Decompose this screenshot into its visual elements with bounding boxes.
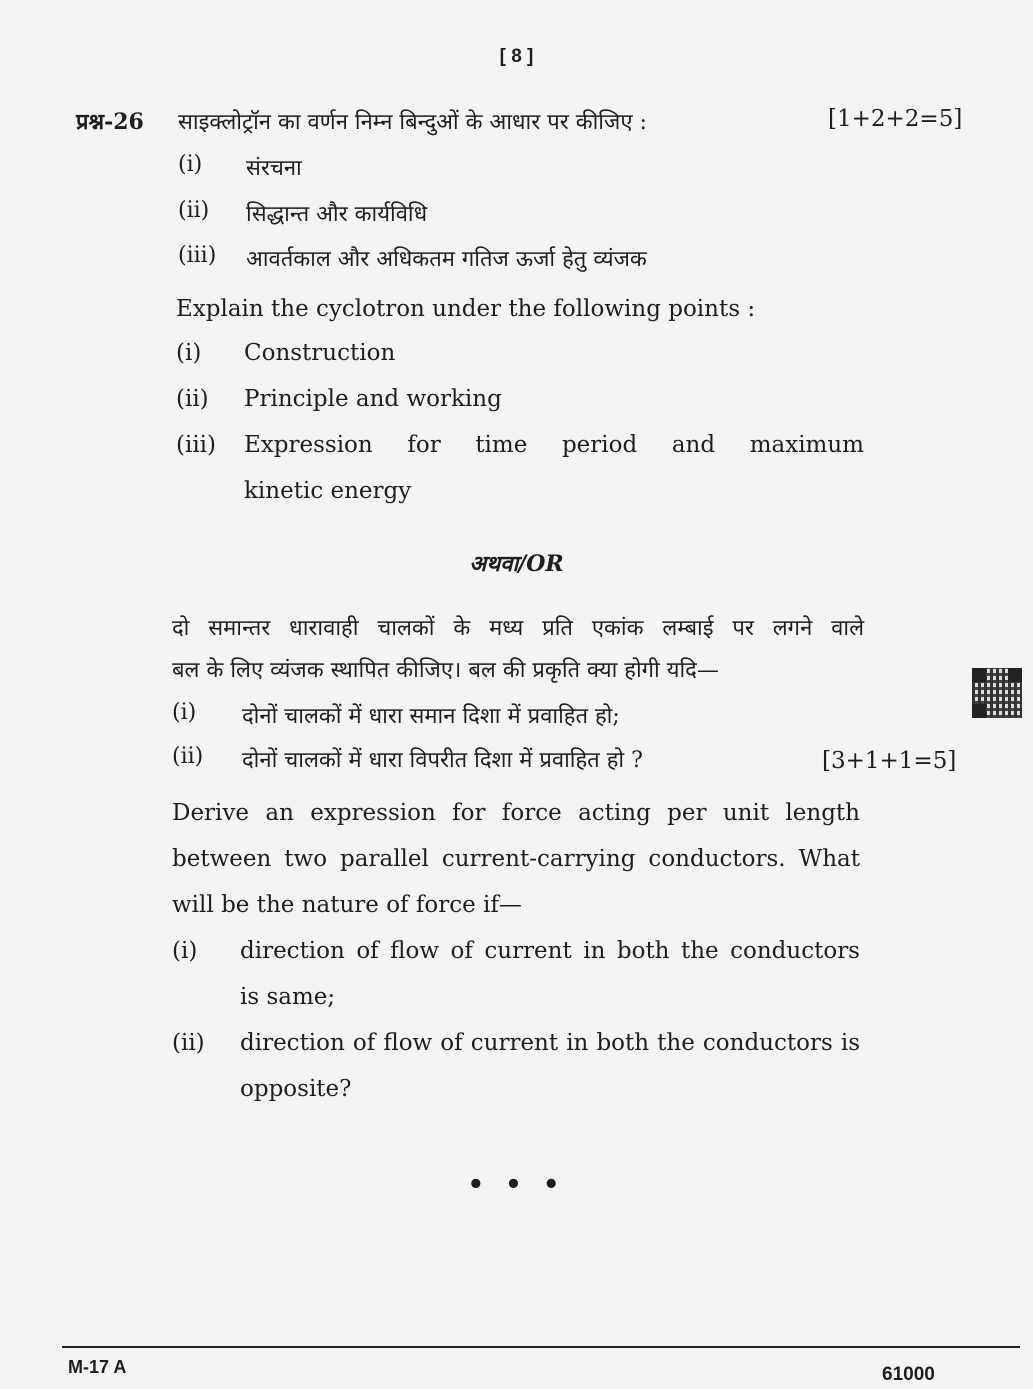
point-number: (ii) — [178, 198, 210, 223]
question-marks: [1+2+2=5] — [828, 106, 963, 132]
point-number: (ii) — [176, 386, 209, 412]
copies-count: 61000 — [882, 1364, 935, 1385]
paper-code: M-17 A — [68, 1357, 127, 1377]
alternate-hindi-line1: दो समान्तर धारावाही चालकों के मध्य प्रति एकांक लम्बाई पर लगने वाले — [172, 616, 864, 641]
point-text: आवर्तकाल और अधिकतम गतिज ऊर्जा हेतु व्यंजक — [246, 247, 647, 272]
point-number: (iii) — [176, 432, 217, 458]
point-text: दोनों चालकों में धारा विपरीत दिशा में प्रवाहित हो ? — [242, 748, 643, 773]
question-label: प्रश्न-26 — [76, 109, 144, 135]
point-number: (iii) — [178, 243, 217, 268]
alternate-marks: [3+1+1=5] — [822, 748, 957, 774]
point-text: सिद्धान्त और कार्यविधि — [246, 202, 428, 227]
end-marker: • • • — [467, 1170, 566, 1200]
alternate-english-line2: between two parallel current-carrying conductors. What — [172, 846, 860, 872]
point-text-line2: is same; — [240, 984, 336, 1010]
point-text-line2: opposite? — [240, 1076, 352, 1102]
point-number: (i) — [172, 938, 198, 964]
point-text-line2: kinetic energy — [244, 478, 412, 504]
point-text-line1: direction of flow of current in both the conductors — [240, 938, 860, 964]
point-text: दोनों चालकों में धारा समान दिशा में प्रवाहित हो; — [242, 704, 620, 729]
point-text: Construction — [244, 340, 396, 366]
alternate-english-point-1 — [172, 938, 860, 1028]
point-number: (i) — [172, 700, 197, 725]
page-number: [ 8 ] — [499, 46, 534, 67]
qr-code-icon — [972, 668, 1022, 718]
or-separator: अथवा/OR — [469, 551, 564, 577]
point-text: Principle and working — [244, 386, 502, 412]
question-hindi-text: साइक्लोट्रॉन का वर्णन निम्न बिन्दुओं के आधार पर कीजिए : — [178, 110, 647, 135]
point-text: संरचना — [246, 156, 302, 181]
point-text-line1: direction of flow of current in both the conductors is — [240, 1030, 860, 1056]
english-point-3 — [176, 432, 864, 522]
alternate-english-line3: will be the nature of force if— — [172, 892, 522, 918]
point-number: (ii) — [172, 1030, 205, 1056]
point-number: (ii) — [172, 744, 204, 769]
alternate-english-line1: Derive an expression for force acting per unit length — [172, 800, 860, 826]
alternate-hindi-line2: बल के लिए व्यंजक स्थापित कीजिए। बल की प्रकृति क्या होगी यदि— — [172, 658, 719, 683]
point-text-line1: Expression for time period and maximum — [244, 432, 864, 458]
point-number: (i) — [178, 152, 203, 177]
alternate-english-point-2 — [172, 1030, 860, 1120]
point-number: (i) — [176, 340, 202, 366]
footer-rule — [62, 1346, 1020, 1348]
question-english-text: Explain the cyclotron under the following points : — [176, 296, 756, 322]
